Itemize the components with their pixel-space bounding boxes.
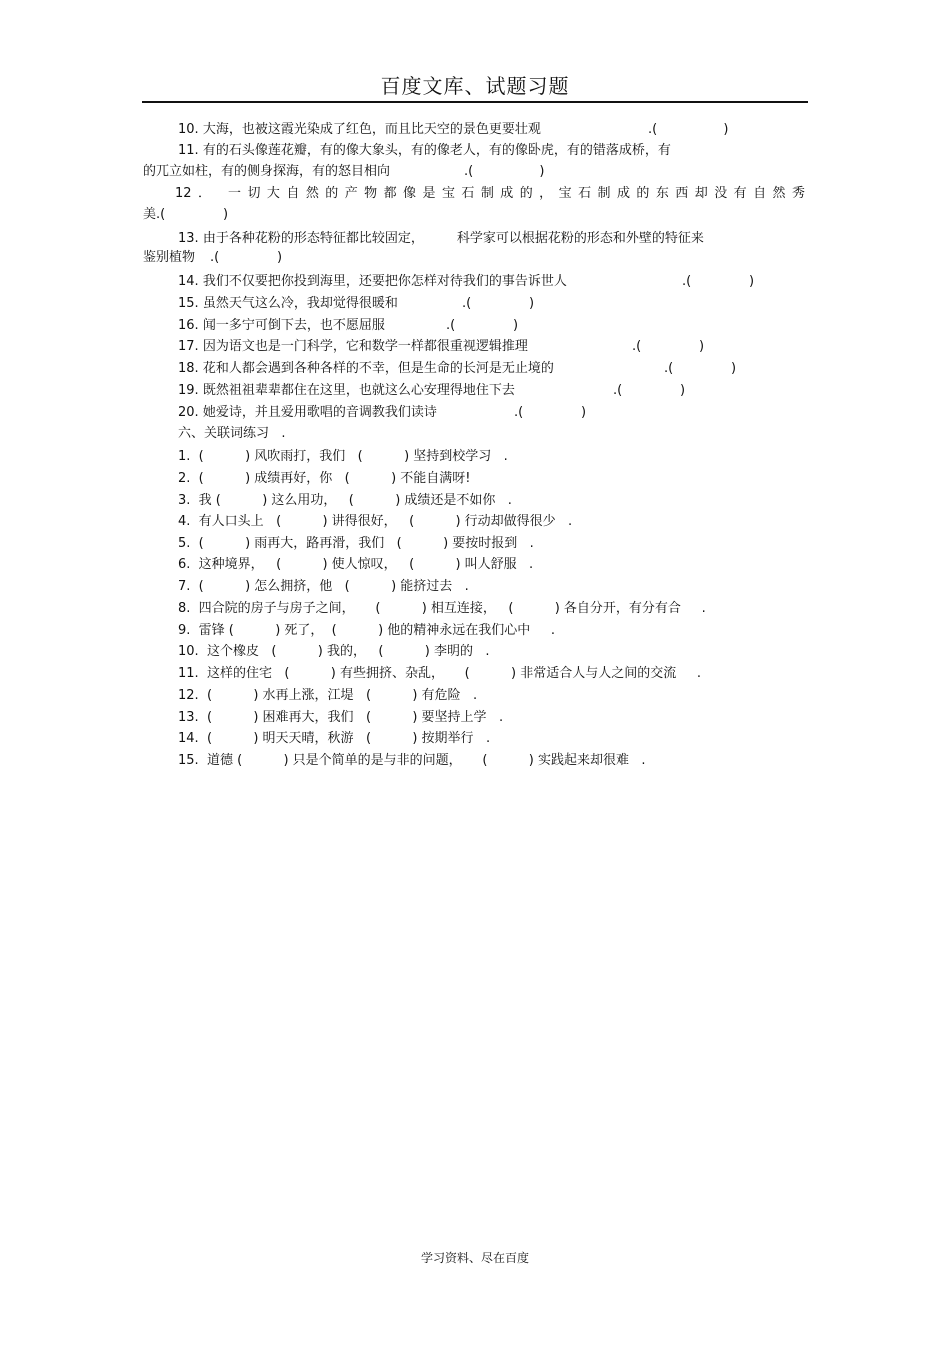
exercise-text: 这种境界， ( ) 使人惊叹， ( ) 叫人舒服 . (198, 557, 534, 572)
exercise-text: 四合院的房子与房子之间， ( ) 相互连接， ( ) 各自分开，有分有合 . (198, 601, 706, 616)
question-text: 花和人都会遇到各种各样的不幸，但是生命的长河是无止境的 (202, 361, 554, 376)
question-number: 12． (175, 186, 218, 201)
question-13-cont: 鉴别植物 (143, 250, 196, 265)
exercise-number: 13. (178, 710, 199, 725)
exercise-6 (178, 557, 533, 573)
exercise-number: 5. (178, 536, 191, 551)
question-11-cont: 的兀立如柱，有的侧身探海，有的怒目相向 (143, 164, 391, 179)
question-12 (175, 186, 805, 202)
exercise-7 (178, 579, 469, 595)
exercise-text: ( ) 风吹雨打，我们 ( ) 坚持到校学习 . (198, 449, 508, 464)
question-text: 大海，也被这霞光染成了红色，而且比天空的景色更要壮观 (202, 122, 541, 137)
question-text: 她爱诗，并且爱用歌唱的音调教我们读诗 (202, 405, 437, 420)
exercise-number: 12. (178, 688, 199, 703)
exercise-number: 7. (178, 579, 191, 594)
exercise-number: 10. (178, 644, 199, 659)
question-number: 10. (178, 122, 199, 137)
exercise-13 (178, 710, 503, 726)
exercise-number: 2. (178, 471, 191, 486)
question-number: 18. (178, 361, 199, 376)
exercise-text: ( ) 成绩再好，你 ( ) 不能自满呀! (198, 471, 471, 486)
question-18 (178, 361, 554, 377)
question-number: 20. (178, 405, 199, 420)
exercise-text: 有人口头上 ( ) 讲得很好， ( ) 行动却做得很少 . (198, 514, 573, 529)
question-11 (178, 143, 671, 159)
exercise-number: 8. (178, 601, 191, 616)
exercise-15 (178, 753, 645, 769)
answer-blank: .( ) (648, 122, 729, 137)
exercise-1 (178, 449, 508, 465)
exercise-8 (178, 601, 706, 617)
exercise-11 (178, 666, 701, 682)
exercise-5 (178, 536, 534, 552)
question-19 (178, 383, 515, 399)
exercise-number: 6. (178, 557, 191, 572)
question-text: 一切大自然的产物都像是宝石制成的，宝石制成的东西却没有自然秀 (228, 186, 805, 201)
question-number: 19. (178, 383, 199, 398)
exercise-text: 这样的住宅 ( ) 有些拥挤、杂乱， ( ) 非常适合人与人之间的交流 . (206, 666, 702, 681)
question-14 (178, 274, 567, 290)
page-footer: 学习资料、尽在百度 (420, 1251, 529, 1265)
question-number: 15. (178, 296, 199, 311)
answer-blank: .( ) (664, 361, 737, 376)
question-12-cont: 美.( ) (143, 207, 229, 222)
exercise-text: ( ) 困难再大，我们 ( ) 要坚持上学 . (206, 710, 504, 725)
exercise-9 (178, 623, 555, 639)
question-10 (178, 122, 541, 138)
question-text: 闻一多宁可倒下去，也不愿屈服 (202, 318, 385, 333)
exercise-text: 这个橡皮 ( ) 我的， ( ) 李明的 . (206, 644, 490, 659)
exercise-number: 11. (178, 666, 199, 681)
exercise-text: ( ) 怎么拥挤，他 ( ) 能挤过去 . (198, 579, 469, 594)
header-divider (142, 101, 808, 103)
question-17 (178, 339, 528, 355)
exercise-number: 4. (178, 514, 191, 529)
answer-blank: .( ) (446, 318, 519, 333)
exercise-3 (178, 493, 512, 509)
page-header: 百度文库、试题习题 (380, 74, 570, 98)
section-6-title: 六、关联词练习 . (178, 426, 286, 441)
question-number: 17. (178, 339, 199, 354)
exercise-12 (178, 688, 477, 704)
question-text: 我们不仅要把你投到海里，还要把你怎样对待我们的事告诉世人 (202, 274, 567, 289)
exercise-2 (178, 471, 470, 487)
exercise-number: 1. (178, 449, 191, 464)
exercise-number: 3. (178, 493, 191, 508)
answer-blank: .( ) (464, 164, 545, 179)
exercise-text: 道德 ( ) 只是个简单的是与非的问题， ( ) 实践起来却很难 . (206, 753, 646, 768)
question-text: 虽然天气这么冷，我却觉得很暖和 (202, 296, 398, 311)
exercise-4 (178, 514, 572, 530)
exercise-number: 15. (178, 753, 199, 768)
question-text: 因为语文也是一门科学，它和数学一样都很重视逻辑推理 (202, 339, 528, 354)
answer-blank: .( ) (462, 296, 535, 311)
exercise-14 (178, 731, 490, 747)
answer-blank: .( ) (632, 339, 705, 354)
exercise-text: ( ) 雨再大，路再滑，我们 ( ) 要按时报到 . (198, 536, 534, 551)
question-text: 由于各种花粉的形态特征都比较固定， 科学家可以根据花粉的形态和外壁的特征来 (202, 231, 704, 246)
question-16 (178, 318, 385, 334)
answer-blank: .( ) (514, 405, 587, 420)
answer-blank: .( ) (682, 274, 755, 289)
question-number: 16. (178, 318, 199, 333)
exercise-text: 我 ( ) 这么用功， ( ) 成绩还是不如你 . (198, 493, 512, 508)
question-text: 有的石头像莲花瓣，有的像大象头，有的像老人，有的像卧虎，有的错落成桥，有 (202, 143, 671, 158)
question-text: 既然祖祖辈辈都住在这里，也就这么心安理得地住下去 (202, 383, 515, 398)
exercise-number: 14. (178, 731, 199, 746)
question-13 (178, 231, 704, 247)
question-number: 14. (178, 274, 199, 289)
exercise-text: ( ) 水再上涨，江堤 ( ) 有危险 . (206, 688, 478, 703)
question-15 (178, 296, 398, 312)
exercise-number: 9. (178, 623, 191, 638)
question-number: 13. (178, 231, 199, 246)
question-number: 11. (178, 143, 199, 158)
question-20 (178, 405, 437, 421)
answer-blank: .( ) (210, 250, 283, 265)
exercise-text: 雷锋 ( ) 死了， ( ) 他的精神永远在我们心中 . (198, 623, 556, 638)
answer-blank: .( ) (613, 383, 686, 398)
exercise-text: ( ) 明天天晴，秋游 ( ) 按期举行 . (206, 731, 491, 746)
exercise-10 (178, 644, 489, 660)
